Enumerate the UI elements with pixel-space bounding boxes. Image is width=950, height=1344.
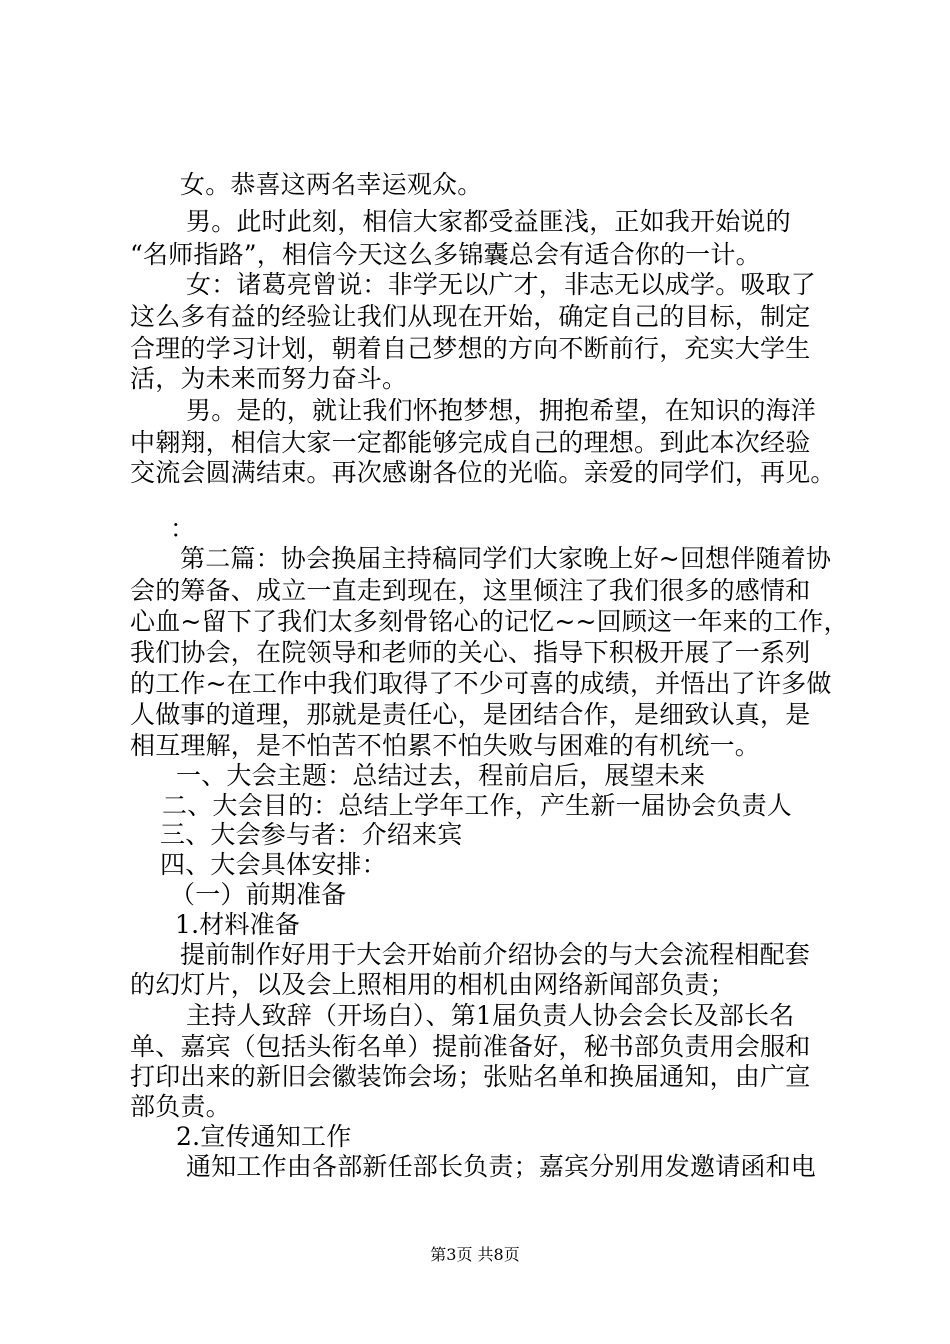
text-line: 这么多有益的经验让我们从现在开始，确定自己的目标，制定: [130, 302, 811, 331]
text-line: 女。恭喜这两名幸运观众。: [180, 170, 483, 199]
text-line: 三、大会参与者：介绍来宾: [160, 820, 463, 849]
text-line: 相互理解，是不怕苦不怕累不怕失败与困难的有机统一。: [130, 731, 761, 760]
text-line: 活，为未来而努力奋斗。: [130, 364, 408, 393]
text-line: 交流会圆满结束。再次感谢各位的光临。亲爱的同学们，再见。: [130, 458, 836, 487]
text-line: 第二篇：协会换届主持稿同学们大家晚上好~回想伴随着协: [180, 544, 832, 573]
text-line: 我们协会，在院领导和老师的关心、指导下积极开展了一系列: [130, 638, 811, 667]
text-line: 的幻灯片，以及会上照相用的相机由网络新闻部负责；: [130, 970, 735, 999]
text-line: 提前制作好用于大会开始前介绍协会的与大会流程相配套: [180, 940, 811, 969]
text-line: “名师指路”，相信今天这么多锦囊总会有适合你的一计。: [130, 240, 761, 269]
text-line: 人做事的道理，那就是责任心，是团结合作，是细致认真，是: [130, 700, 811, 729]
text-line: 1.材料准备: [175, 910, 301, 939]
text-line: 的工作~在工作中我们取得了不少可喜的成绩，并悟出了许多做: [130, 669, 832, 698]
text-line: ：: [170, 514, 196, 543]
text-line: 单、嘉宾（包括头衔名单）提前准备好，秘书部负责用会服和: [130, 1032, 811, 1061]
text-line: 打印出来的新旧会徽装饰会场；张贴名单和换届通知，由广宣: [130, 1062, 811, 1091]
text-line: 通知工作由各部新任部长负责；嘉宾分别用发邀请函和电: [186, 1152, 817, 1181]
text-line: 一、大会主题：总结过去，程前启后，展望未来: [176, 761, 706, 790]
text-line: 女：诸葛亮曾说：非学无以广才，非志无以成学。吸取了: [186, 270, 817, 299]
text-line: 2.宣传通知工作: [176, 1122, 352, 1151]
text-line: 二、大会目的：总结上学年工作，产生新一届协会负责人: [162, 791, 793, 820]
text-line: （一）前期准备: [170, 880, 347, 909]
text-line: 心血~留下了我们太多刻骨铭心的记忆~~回顾这一年来的工作，: [130, 607, 849, 636]
text-line: 会的筹备、成立一直走到现在，这里倾注了我们很多的感情和: [130, 576, 811, 605]
text-line: 主持人致辞（开场白）、第1届负责人协会会长及部长名: [186, 1001, 795, 1030]
text-line: 四、大会具体安排：: [160, 850, 387, 879]
text-line: 部负责。: [130, 1092, 231, 1121]
page-footer: 第3页 共8页: [430, 1245, 520, 1264]
text-line: 男。此时此刻，相信大家都受益匪浅，正如我开始说的: [186, 207, 791, 236]
text-line: 中翱翔，相信大家一定都能够完成自己的理想。到此本次经验: [130, 428, 811, 457]
text-line: 男。是的，就让我们怀抱梦想，拥抱希望，在知识的海洋: [186, 396, 817, 425]
text-line: 合理的学习计划，朝着自己梦想的方向不断前行，充实大学生: [130, 334, 811, 363]
